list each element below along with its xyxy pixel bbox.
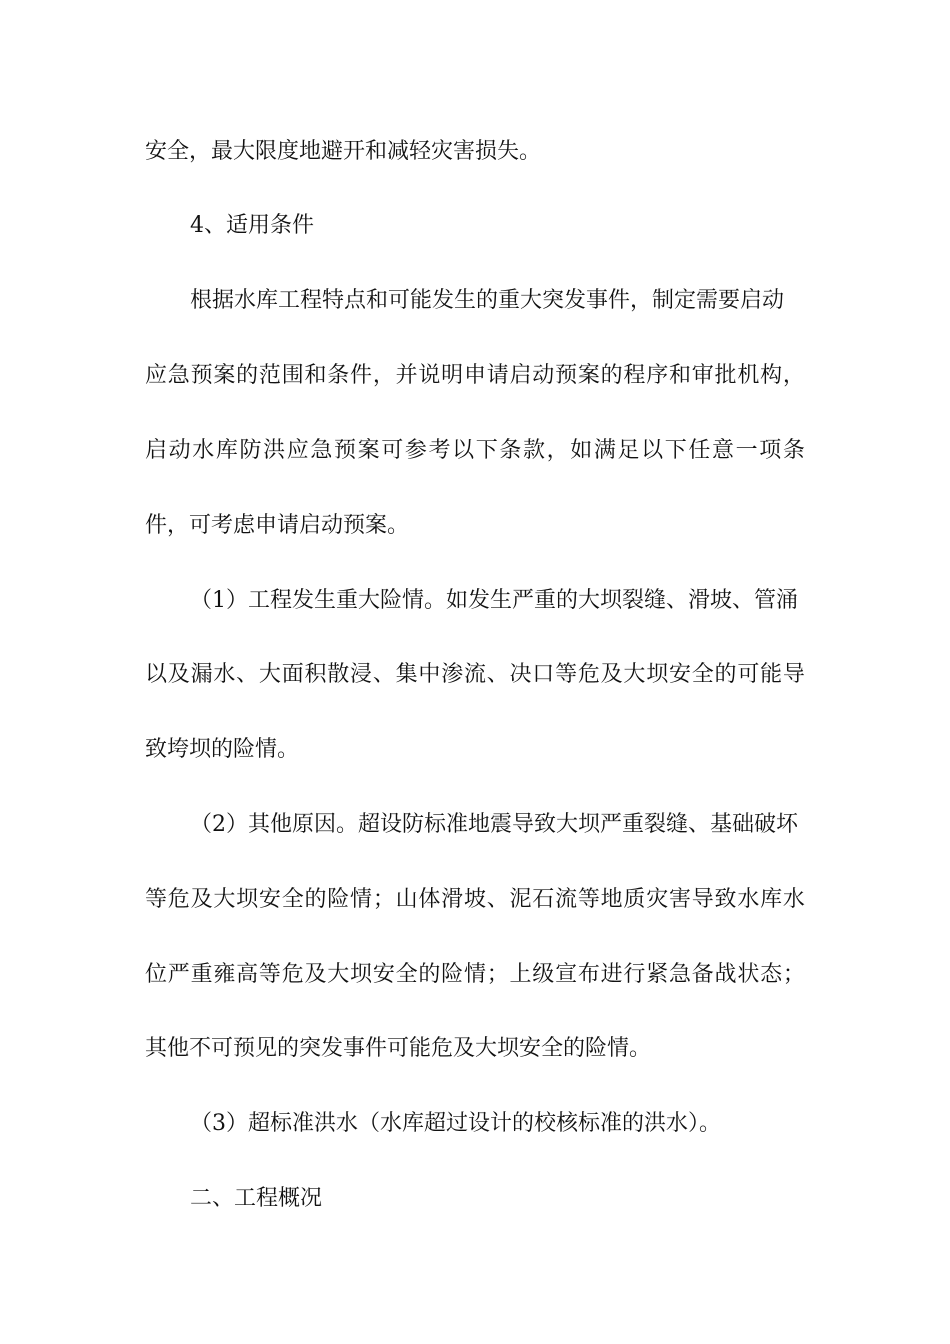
paragraph-line: 致垮坝的险情。 bbox=[145, 737, 300, 762]
paragraph-line: 根据水库工程特点和可能发生的重大突发事件，制定需要启动 bbox=[190, 288, 785, 313]
paragraph-line: 安全，最大限度地避开和减轻灾害损失。 bbox=[145, 139, 542, 164]
paragraph-line: 等 危 及 大 坝 安 全 的 险 情 ； 山 体 滑 坡 、 泥 石 流 等 地 质 灾 害 导 致 水 库 水 bbox=[145, 887, 805, 912]
section-heading: 二、工程概况 bbox=[190, 1186, 323, 1211]
list-item-line: （1）工程发生重大险情。如发生严重的大坝裂缝、滑坡、管涌 bbox=[190, 588, 798, 613]
paragraph-line: 位 严 重 雍 高 等 危 及 大 坝 安 全 的 险 情 ； 上 级 宣 布 进 行 紧 急 备 战 状 态 ； bbox=[145, 962, 805, 987]
list-item-line: （3）超标准洪水（水库超过设计的校核标准的洪水）。 bbox=[190, 1111, 721, 1136]
paragraph-line: 启 动 水 库 防 洪 应 急 预 案 可 参 考 以 下 条 款 ， 如 满 足 以 下 任 意 一 项 条 bbox=[145, 438, 805, 463]
paragraph-line: 应 急 预 案 的 范 围 和 条 件 ， 并 说 明 申 请 启 动 预 案 的 程 序 和 审 批 机 构 ， bbox=[145, 363, 805, 388]
list-item-line: （2）其他原因。超设防标准地震导致大坝严重裂缝、基础破坏 bbox=[190, 812, 798, 837]
paragraph-line: 件，可考虑申请启动预案。 bbox=[145, 513, 410, 538]
paragraph-line: 以 及 漏 水 、 大 面 积 散 浸 、 集 中 渗 流 、 决 口 等 危 及 大 坝 安 全 的 可 能 导 bbox=[145, 662, 805, 687]
paragraph-line: 其他不可预见的突发事件可能危及大坝安全的险情。 bbox=[145, 1036, 652, 1061]
section-heading: 4、适用条件 bbox=[190, 213, 314, 238]
